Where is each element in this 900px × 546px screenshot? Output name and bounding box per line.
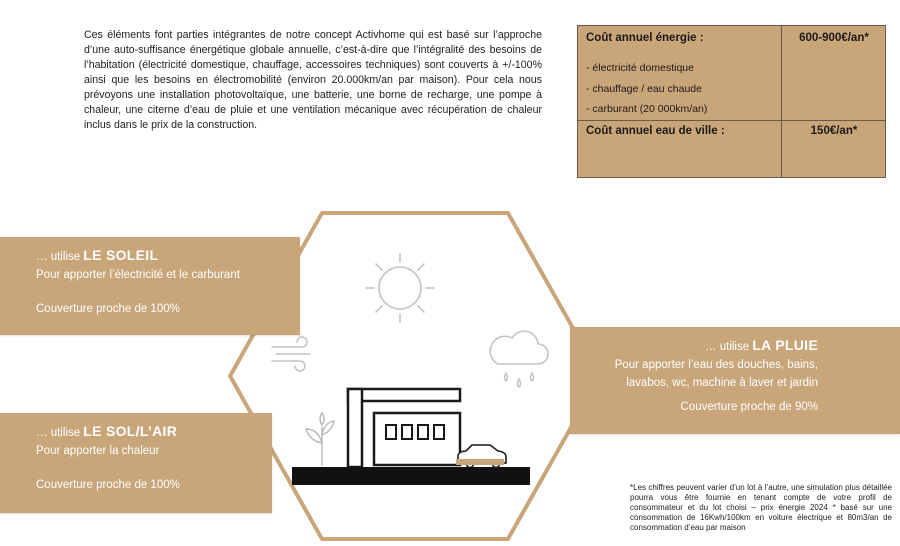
- soil-band: [0, 413, 272, 513]
- energy-cost-item: - carburant (20 000km/an): [586, 103, 708, 115]
- soil-description: Pour apporter la chaleur: [36, 445, 160, 457]
- cost-table: [577, 25, 886, 178]
- soil-prefix: … utilise: [36, 427, 84, 439]
- rain-description-line2: lavabos, wc, machine à laver et jardin: [626, 377, 818, 389]
- water-cost-label: Coût annuel eau de ville :: [586, 125, 725, 137]
- rain-band: [570, 327, 900, 434]
- water-cost-value: 150€/an*: [810, 125, 858, 137]
- rain-kicker: [570, 337, 818, 353]
- sun-title: LE SOLEIL: [83, 247, 159, 263]
- energy-cost-item: - électricité domestique: [586, 62, 694, 74]
- rain-coverage: Couverture proche de 90%: [680, 401, 818, 413]
- soil-kicker: [36, 423, 272, 439]
- table-divider: [781, 26, 782, 177]
- intro-paragraph: Ces éléments font parties intégrantes de notre concept Activhome qui est basé sur l’approche d’une auto-suffisance énergétique globale annuelle, c’est-à-dire que l’intégralité des besoins de l’habitation (électricité domestique, chauffage, accessoires techniques) sont couverts à +/-100% ainsi que les besoins en électromobilité (environ 20.000km/an par maison). Pour cela nous prévoyons une installation photovoltaïque, une batterie, une borne de recharge, une pompe à chaleur, une citerne d’eau de pluie et une ventilation mécanique avec récupération de chaleur inclus dans le prix de la construction.: [84, 29, 542, 131]
- soil-coverage: Couverture proche de 100%: [36, 479, 180, 491]
- sun-coverage: Couverture proche de 100%: [36, 303, 180, 315]
- rain-prefix: … utilise: [705, 341, 753, 353]
- energy-cost-label: Coût annuel énergie :: [586, 32, 704, 44]
- energy-cost-item: - chauffage / eau chaude: [586, 83, 702, 95]
- sun-band: [0, 237, 300, 335]
- table-divider: [578, 120, 885, 121]
- sun-kicker: [36, 247, 300, 263]
- rain-title: LA PLUIE: [752, 337, 818, 353]
- rain-description-line1: Pour apporter l’eau des douches, bains,: [614, 359, 818, 371]
- sun-description: Pour apporter l’électricité et le carburant: [36, 269, 240, 281]
- soil-title: LE SOL/L’AIR: [83, 423, 178, 439]
- footnote: *Les chiffres peuvent varier d’un lot à l’autre, une simulation plus détaillée pourra vous être fournie en tenant compte de votre profil de consommateur et du lot choisi – prix énergie 2024 * basé sur une consommation de 16Kwh/100km en voiture électrique et 80m3/an de consommation d’eau par maison: [630, 483, 892, 532]
- driveway: [456, 459, 504, 465]
- energy-cost-value: 600-900€/an*: [799, 32, 869, 44]
- sun-prefix: … utilise: [36, 251, 84, 263]
- ground-slab: [292, 467, 530, 485]
